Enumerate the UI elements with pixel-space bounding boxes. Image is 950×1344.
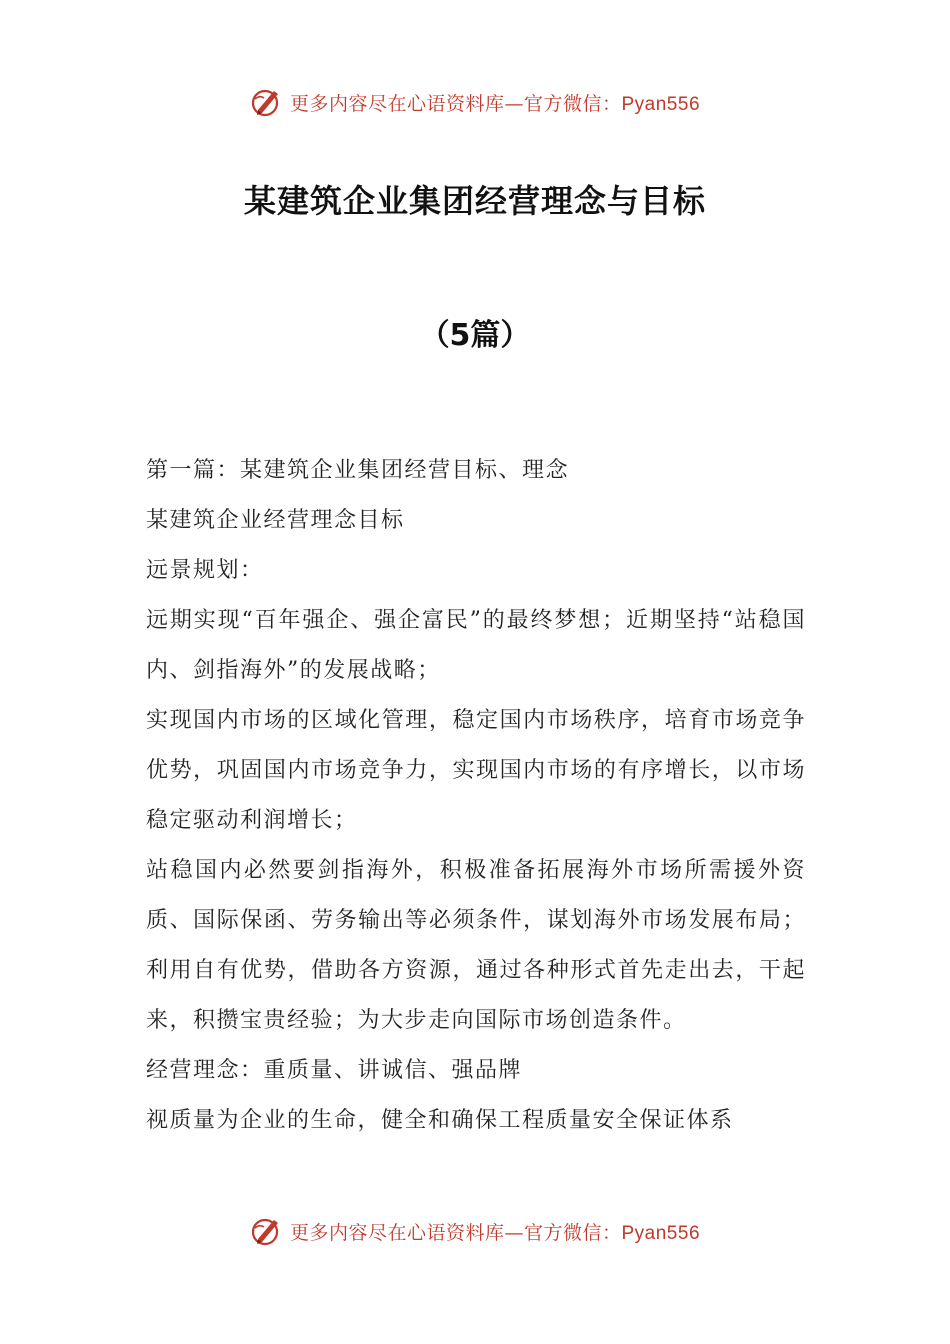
wechat-id: Pyan556 <box>621 1222 701 1244</box>
watermark-text: 更多内容尽在心语资料库—官方微信：Pyan556 <box>289 92 701 115</box>
paragraph: 实现国内市场的区域化管理，稳定国内市场秩序，培育市场竞争优势，巩固国内市场竞争力，实现国内市场的有序增长，以市场稳定驱动利润增长； <box>146 708 806 833</box>
watermark-text: 更多内容尽在心语资料库—官方微信：Pyan556 <box>289 1221 701 1244</box>
pen-circle-logo-icon <box>250 1214 284 1248</box>
header-watermark <box>0 82 950 122</box>
paragraph: 站稳国内必然要剑指海外，积极准备拓展海外市场所需援外资质、国际保函、劳务输出等必须条件，谋划海外市场发展布局；利用自有优势，借助各方资源，通过各种形式首先走出去，干起来，积攒宝贵经验；为大步走向国际市场创造条件。 <box>146 858 806 1033</box>
document-title: 某建筑企业集团经营理念与目标 <box>243 182 706 220</box>
paragraph: 远期实现“百年强企、强企富民”的最终梦想；近期坚持“站稳国内、剑指海外”的发展战略； <box>146 608 806 683</box>
document-body <box>146 446 806 1146</box>
document-subtitle: （5篇） <box>419 318 531 353</box>
footer-watermark <box>0 1211 950 1251</box>
paragraph: 视质量为企业的生命，健全和确保工程质量安全保证体系 <box>146 1108 734 1133</box>
paragraph: 某建筑企业经营理念目标 <box>146 508 405 533</box>
paragraph: 经营理念：重质量、讲诚信、强品牌 <box>146 1058 523 1083</box>
paragraph: 远景规划： <box>146 558 264 583</box>
pen-circle-logo-icon <box>250 85 284 119</box>
wechat-id: Pyan556 <box>621 93 701 115</box>
paragraph: 第一篇：某建筑企业集团经营目标、理念 <box>146 458 570 483</box>
